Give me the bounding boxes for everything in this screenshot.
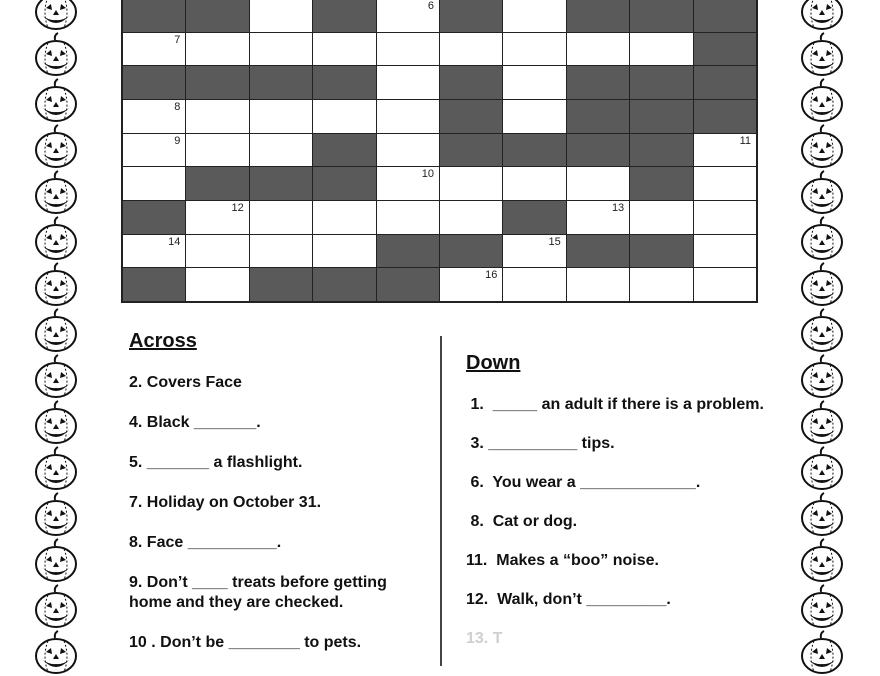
blocked-cell: [630, 0, 692, 32]
answer-cell[interactable]: [186, 134, 248, 167]
answer-cell[interactable]: [250, 201, 312, 234]
blocked-cell: [377, 235, 439, 268]
jack-o-lantern-icon: [798, 354, 848, 400]
answer-cell[interactable]: [630, 201, 692, 234]
blocked-cell: [123, 201, 185, 234]
jack-o-lantern-icon: [32, 216, 82, 262]
blocked-cell: [503, 201, 565, 234]
answer-cell[interactable]: [250, 33, 312, 66]
blocked-cell: [313, 134, 375, 167]
answer-cell[interactable]: [186, 235, 248, 268]
jack-o-lantern-icon: [798, 78, 848, 124]
jack-o-lantern-icon: [32, 262, 82, 308]
jack-o-lantern-icon: [32, 32, 82, 78]
blocked-cell: [567, 134, 629, 167]
jack-o-lantern-icon: [798, 0, 848, 32]
answer-cell[interactable]: [630, 33, 692, 66]
answer-cell[interactable]: [250, 0, 312, 32]
jack-o-lantern-icon: [798, 630, 848, 676]
clue-number: 11: [739, 134, 751, 147]
blocked-cell: [440, 235, 502, 268]
answer-cell[interactable]: [440, 268, 502, 301]
blocked-cell: [440, 134, 502, 167]
down-clue: 3. __________ tips.: [466, 435, 615, 452]
blocked-cell: [440, 66, 502, 99]
column-divider: [440, 336, 442, 666]
answer-cell[interactable]: [694, 201, 756, 234]
answer-cell[interactable]: [123, 235, 185, 268]
jack-o-lantern-icon: [32, 170, 82, 216]
blocked-cell: [567, 100, 629, 133]
answer-cell[interactable]: [567, 201, 629, 234]
blocked-cell: [123, 268, 185, 301]
jack-o-lantern-icon: [798, 308, 848, 354]
clue-number: 12: [231, 202, 244, 214]
answer-cell[interactable]: [440, 201, 502, 234]
clue-number: 15: [548, 235, 561, 248]
blocked-cell: [630, 134, 692, 167]
jack-o-lantern-icon: [798, 538, 848, 584]
down-clue: 6. You wear a _____________.: [466, 474, 701, 491]
answer-cell[interactable]: [377, 100, 439, 133]
jack-o-lantern-icon: [32, 78, 82, 124]
answer-cell[interactable]: [503, 0, 565, 32]
answer-cell[interactable]: [503, 66, 565, 99]
answer-cell[interactable]: [503, 235, 565, 268]
blocked-cell: [694, 0, 756, 32]
answer-cell[interactable]: [694, 134, 756, 167]
pumpkin-border-left: [32, 0, 82, 676]
clue-number: 10: [421, 168, 434, 181]
across-clue: 8. Face __________.: [129, 534, 282, 551]
down-clue: 8. Cat or dog.: [466, 513, 578, 530]
answer-cell[interactable]: [567, 268, 629, 301]
jack-o-lantern-icon: [798, 262, 848, 308]
answer-cell[interactable]: [503, 167, 565, 200]
answer-cell[interactable]: [313, 201, 375, 234]
blocked-cell: [123, 0, 185, 32]
answer-cell[interactable]: [377, 0, 439, 32]
blocked-cell: [250, 167, 312, 200]
blocked-cell: [503, 134, 565, 167]
across-heading: Across: [129, 330, 197, 352]
clue-number: 6: [427, 0, 434, 12]
blocked-cell: [313, 66, 375, 99]
blocked-cell: [377, 268, 439, 301]
across-clue: 4. Black _______.: [129, 414, 261, 431]
jack-o-lantern-icon: [32, 0, 82, 32]
answer-cell[interactable]: [377, 201, 439, 234]
blocked-cell: [313, 0, 375, 32]
blocked-cell: [440, 100, 502, 133]
blocked-cell: [567, 66, 629, 99]
answer-cell[interactable]: [186, 33, 248, 66]
down-clue: 1. _____ an adult if there is a problem.: [466, 396, 764, 413]
jack-o-lantern-icon: [798, 492, 848, 538]
blocked-cell: [694, 66, 756, 99]
jack-o-lantern-icon: [798, 124, 848, 170]
answer-cell[interactable]: [377, 167, 439, 200]
answer-cell[interactable]: [503, 100, 565, 133]
blocked-cell: [313, 268, 375, 301]
crossword-grid: [121, 0, 758, 303]
answer-cell[interactable]: [630, 268, 692, 301]
clue-number: 8: [174, 101, 181, 113]
blocked-cell: [250, 268, 312, 301]
jack-o-lantern-icon: [32, 124, 82, 170]
jack-o-lantern-icon: [798, 400, 848, 446]
blocked-cell: [186, 167, 248, 200]
blocked-cell: [630, 235, 692, 268]
answer-cell[interactable]: [503, 268, 565, 301]
answer-cell[interactable]: [377, 134, 439, 167]
answer-cell[interactable]: [440, 167, 502, 200]
clue-number: 7: [174, 33, 181, 46]
blocked-cell: [567, 235, 629, 268]
blocked-cell: [567, 0, 629, 32]
clue-number: 14: [168, 235, 181, 248]
pumpkin-border-right: [798, 0, 848, 676]
jack-o-lantern-icon: [798, 170, 848, 216]
across-clues: [129, 330, 429, 673]
clue-number: 9: [174, 134, 181, 147]
blocked-cell: [694, 33, 756, 66]
down-clues: [466, 352, 766, 668]
jack-o-lantern-icon: [32, 400, 82, 446]
answer-cell[interactable]: [313, 235, 375, 268]
jack-o-lantern-icon: [798, 446, 848, 492]
jack-o-lantern-icon: [32, 584, 82, 630]
jack-o-lantern-icon: [798, 32, 848, 78]
down-heading: Down: [466, 352, 521, 374]
jack-o-lantern-icon: [32, 492, 82, 538]
clue-number: 16: [485, 269, 498, 282]
jack-o-lantern-icon: [32, 630, 82, 676]
clue-number: 13: [611, 202, 625, 214]
answer-cell[interactable]: [313, 33, 375, 66]
answer-cell[interactable]: [440, 33, 502, 66]
answer-cell[interactable]: [250, 235, 312, 268]
across-clue: 10 . Don’t be ________ to pets.: [129, 634, 362, 651]
blocked-cell: [123, 66, 185, 99]
jack-o-lantern-icon: [798, 216, 848, 262]
down-clue: 13. T: [466, 630, 503, 647]
answer-cell[interactable]: [186, 201, 248, 234]
answer-cell[interactable]: [123, 33, 185, 66]
answer-cell[interactable]: [377, 33, 439, 66]
down-clue: 11. Makes a “boo” noise.: [466, 552, 659, 569]
blocked-cell: [186, 66, 248, 99]
blocked-cell: [186, 0, 248, 32]
jack-o-lantern-icon: [32, 538, 82, 584]
blocked-cell: [250, 66, 312, 99]
down-clue: 12. Walk, don’t _________.: [466, 591, 671, 608]
answer-cell[interactable]: [123, 100, 185, 133]
jack-o-lantern-icon: [32, 308, 82, 354]
answer-cell[interactable]: [503, 33, 565, 66]
across-clue: 7. Holiday on October 31.: [129, 494, 322, 511]
blocked-cell: [630, 66, 692, 99]
across-clue: 9. Don’t ____ treats before getting home and they are checked.: [129, 574, 387, 611]
jack-o-lantern-icon: [798, 584, 848, 630]
jack-o-lantern-icon: [32, 354, 82, 400]
answer-cell[interactable]: [250, 100, 312, 133]
blocked-cell: [630, 100, 692, 133]
answer-cell[interactable]: [186, 268, 248, 301]
across-clue: 2. Covers Face: [129, 374, 242, 391]
answer-cell[interactable]: [694, 268, 756, 301]
across-clue: 5. _______ a flashlight.: [129, 454, 303, 471]
jack-o-lantern-icon: [32, 446, 82, 492]
blocked-cell: [440, 0, 502, 32]
answer-cell[interactable]: [694, 167, 756, 200]
blocked-cell: [694, 100, 756, 133]
answer-cell[interactable]: [250, 134, 312, 167]
answer-cell[interactable]: [567, 33, 629, 66]
answer-cell[interactable]: [694, 235, 756, 268]
answer-cell[interactable]: [567, 167, 629, 200]
blocked-cell: [630, 167, 692, 200]
answer-cell[interactable]: [313, 100, 375, 133]
answer-cell[interactable]: [377, 66, 439, 99]
answer-cell[interactable]: [123, 134, 185, 167]
answer-cell[interactable]: [186, 100, 248, 133]
answer-cell[interactable]: [123, 167, 185, 200]
blocked-cell: [313, 167, 375, 200]
